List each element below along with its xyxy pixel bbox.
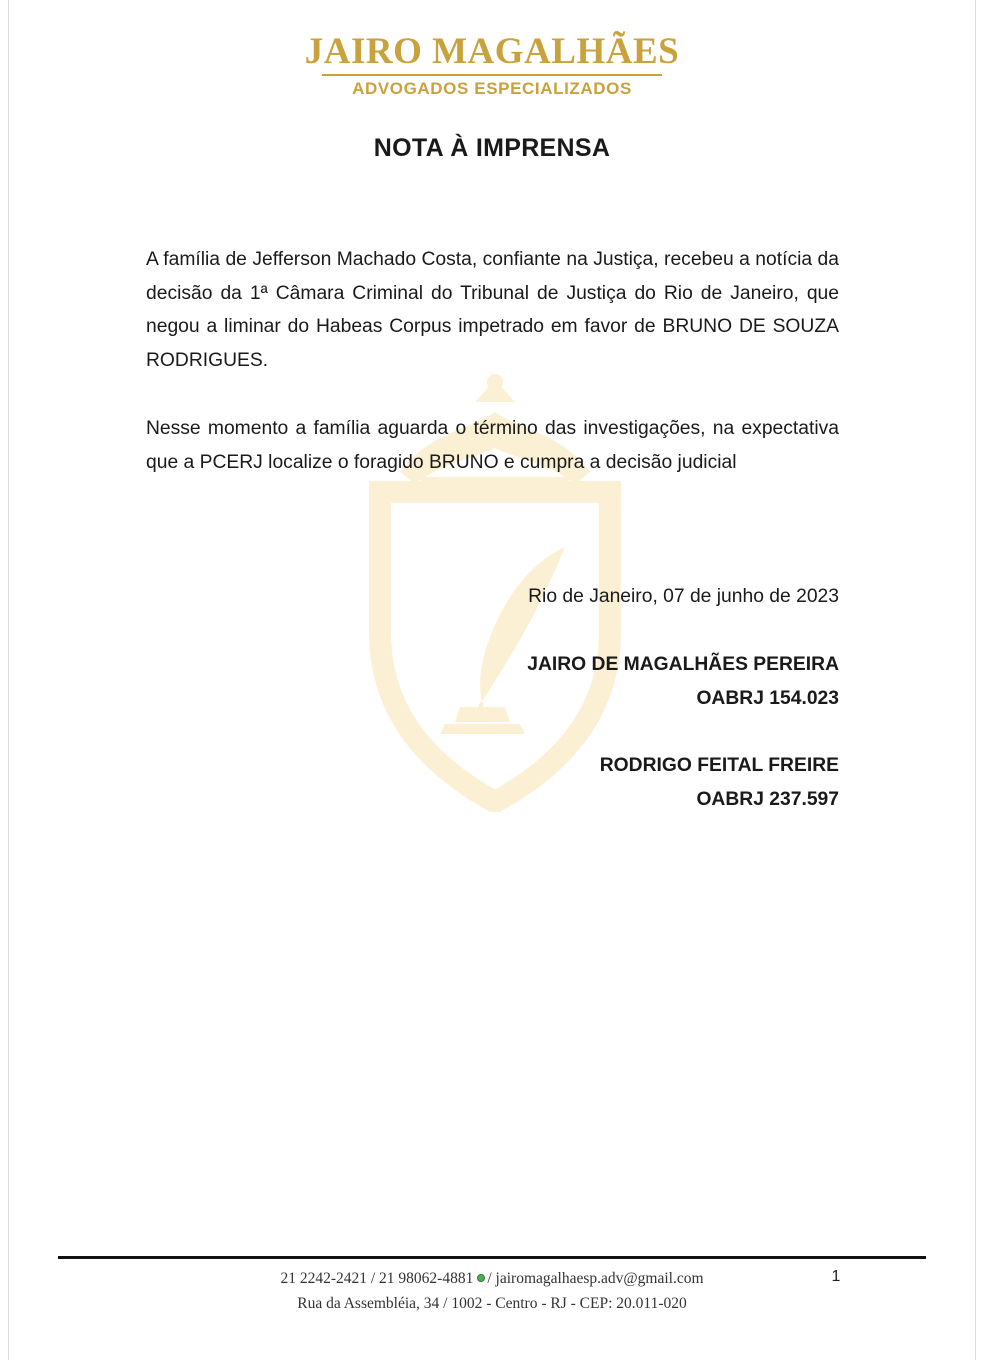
whatsapp-icon xyxy=(477,1274,485,1282)
signatory-1 xyxy=(146,648,839,715)
signatory-name: RODRIGO FEITAL FREIRE xyxy=(599,755,839,776)
signatory-oab: OABRJ 154.023 xyxy=(696,687,839,709)
signatory-name: JAIRO DE MAGALHÃES PEREIRA xyxy=(527,654,839,675)
letterhead-rule xyxy=(322,74,662,76)
firm-name: JAIRO MAGALHÃES xyxy=(304,31,680,72)
letterhead xyxy=(0,30,984,99)
page-number: 1 xyxy=(831,1268,841,1285)
document-title: NOTA À IMPRENSA xyxy=(373,134,611,162)
firm-subtitle: ADVOGADOS ESPECIALIZADOS xyxy=(352,78,632,98)
footer-phones: 21 2242-2421 / 21 98062-4881 xyxy=(280,1270,474,1287)
date-line: Rio de Janeiro, 07 de junho de 2023 xyxy=(528,586,839,607)
footer-email: jairomagalhaesp.adv@gmail.com xyxy=(495,1270,704,1287)
footer-separator: / xyxy=(487,1270,492,1287)
footer-address: Rua da Assembléia, 34 / 1002 - Centro - RJ - CEP: 20.011-020 xyxy=(297,1295,687,1312)
footer-rule xyxy=(58,1256,926,1259)
signatory-oab: OABRJ 237.597 xyxy=(696,788,839,810)
paragraph-2: Nesse momento a família aguarda o término das investigações, na expectativa que a PCERJ localize o foragido BRUNO e cumpra a decisão judicial xyxy=(146,418,839,473)
paragraph-1: A família de Jefferson Machado Costa, confiante na Justiça, recebeu a notícia da decisão da 1ª Câmara Criminal do Tribunal de Justiça do Rio de Janeiro, que negou a liminar do Habeas Corpus impetrado em favor de BRUNO DE SOUZA RODRIGUES. xyxy=(146,249,839,372)
signatory-2 xyxy=(146,749,839,816)
